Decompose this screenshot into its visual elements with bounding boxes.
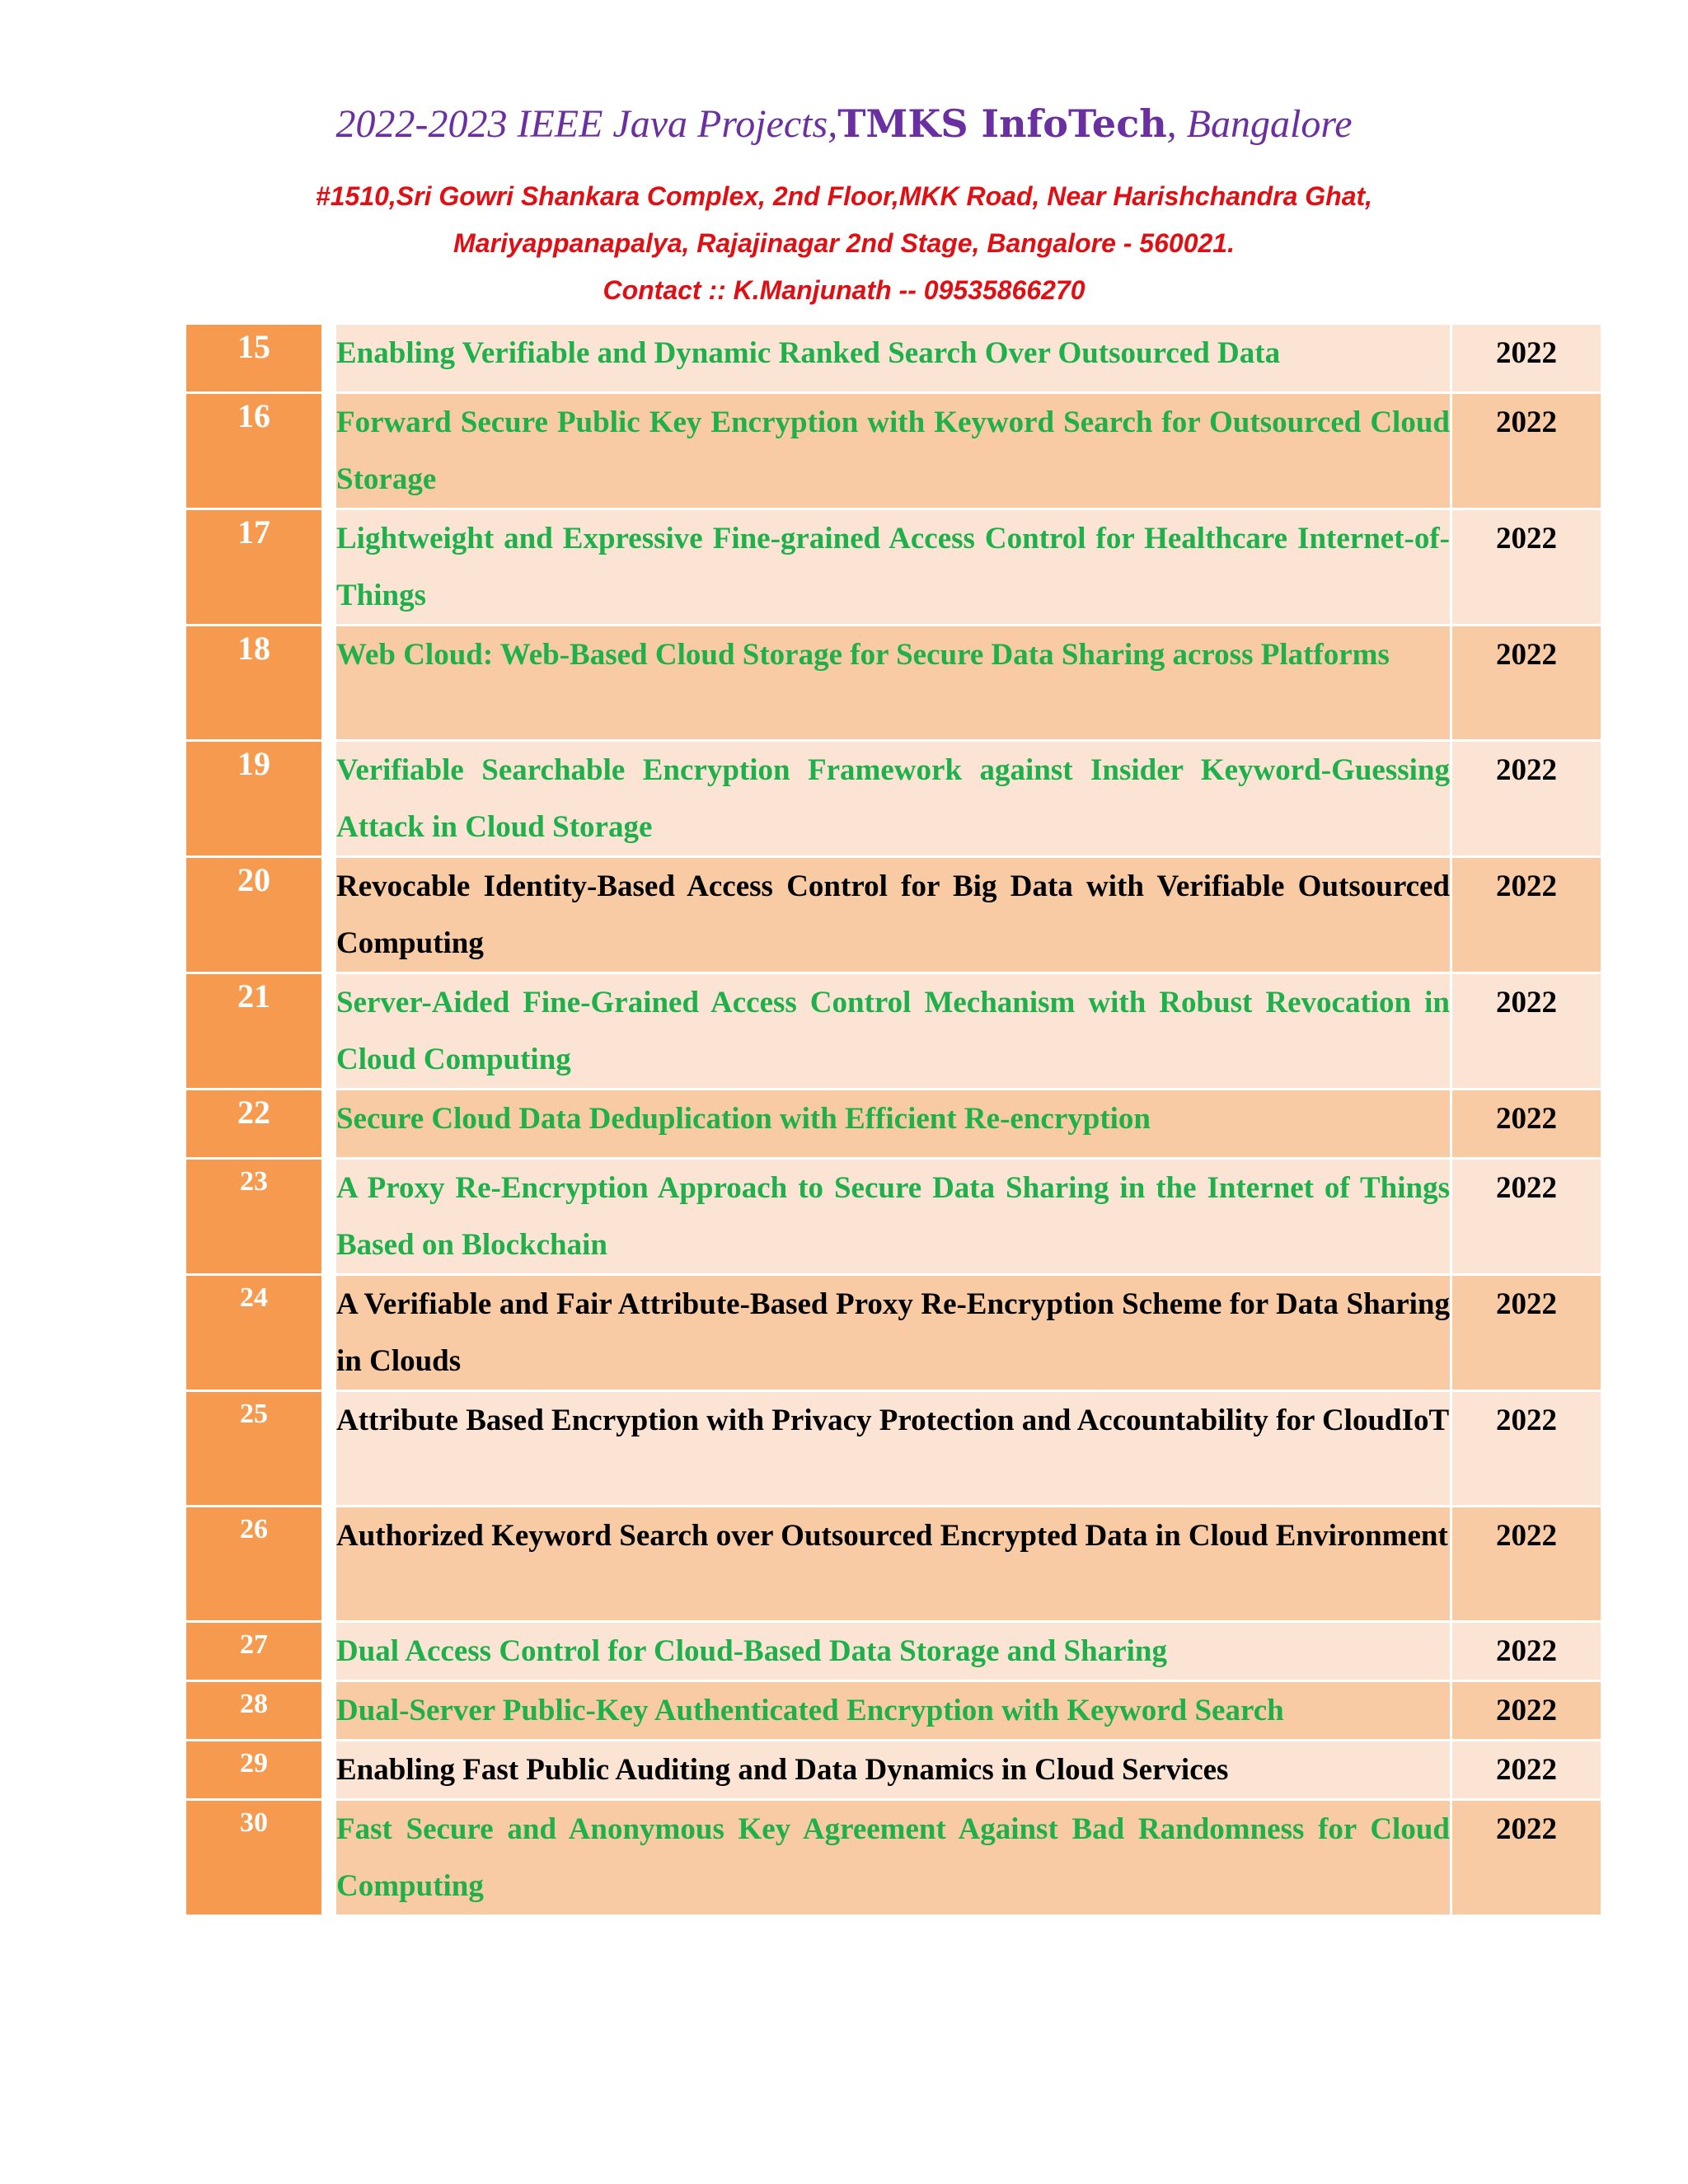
page-title (0, 95, 1688, 152)
column-divider (323, 1622, 335, 1681)
project-title: Lightweight and Expressive Fine-grained Access Control for Healthcare Internet-of-Things (335, 509, 1451, 626)
project-title: Enabling Fast Public Auditing and Data Dynamics in Cloud Services (335, 1741, 1451, 1800)
column-divider (323, 626, 335, 741)
project-title: Verifiable Searchable Encryption Framework against Insider Keyword-Guessing Attack in Cloud Storage (335, 741, 1451, 857)
column-divider (323, 973, 335, 1090)
project-number: 19 (185, 741, 323, 857)
project-year: 2022 (1451, 741, 1602, 857)
project-year: 2022 (1451, 1800, 1602, 1916)
contact-line: Contact :: K.Manjunath -- 09535866270 (603, 275, 1085, 305)
project-number: 22 (185, 1090, 323, 1159)
column-divider (323, 1800, 335, 1916)
project-title: Authorized Keyword Search over Outsourced Encrypted Data in Cloud Environment (335, 1507, 1451, 1622)
project-title: A Verifiable and Fair Attribute-Based Proxy Re-Encryption Scheme for Data Sharing in Clouds (335, 1275, 1451, 1391)
address-line-2: Mariyappanapalya, Rajajinagar 2nd Stage, Bangalore - 560021. (453, 228, 1235, 258)
page-header (0, 95, 1688, 314)
project-title: Forward Secure Public Key Encryption with Keyword Search for Outsourced Cloud Storage (335, 393, 1451, 509)
project-title: Dual-Server Public-Key Authenticated Encryption with Keyword Search (335, 1681, 1451, 1741)
project-number: 28 (185, 1681, 323, 1741)
table-row (185, 1622, 1602, 1681)
project-number: 23 (185, 1159, 323, 1275)
project-title: Server-Aided Fine-Grained Access Control Mechanism with Robust Revocation in Cloud Computing (335, 973, 1451, 1090)
column-divider (323, 1741, 335, 1800)
title-city: , Bangalore (1166, 102, 1353, 146)
project-title: Revocable Identity-Based Access Control for Big Data with Verifiable Outsourced Computing (335, 857, 1451, 973)
project-number: 30 (185, 1800, 323, 1916)
project-year: 2022 (1451, 857, 1602, 973)
column-divider (323, 1159, 335, 1275)
project-year: 2022 (1451, 509, 1602, 626)
table-row (185, 741, 1602, 857)
table-row (185, 857, 1602, 973)
table-row (185, 1275, 1602, 1391)
project-year: 2022 (1451, 393, 1602, 509)
table-row (185, 973, 1602, 1090)
column-divider (323, 509, 335, 626)
project-number: 27 (185, 1622, 323, 1681)
table-row (185, 393, 1602, 509)
title-company: TMKS InfoTech (837, 101, 1167, 146)
project-title: Dual Access Control for Cloud-Based Data Storage and Sharing (335, 1622, 1451, 1681)
table-row (185, 509, 1602, 626)
project-number: 21 (185, 973, 323, 1090)
project-number: 16 (185, 393, 323, 509)
table-row (185, 626, 1602, 741)
projects-table (184, 322, 1603, 1917)
table-row (185, 324, 1602, 393)
column-divider (323, 1391, 335, 1507)
project-title: Web Cloud: Web-Based Cloud Storage for Secure Data Sharing across Platforms (335, 626, 1451, 741)
project-title: Enabling Verifiable and Dynamic Ranked Search Over Outsourced Data (335, 324, 1451, 393)
table-row (185, 1681, 1602, 1741)
project-year: 2022 (1451, 1681, 1602, 1741)
project-year: 2022 (1451, 1741, 1602, 1800)
project-year: 2022 (1451, 626, 1602, 741)
project-year: 2022 (1451, 1090, 1602, 1159)
project-year: 2022 (1451, 1622, 1602, 1681)
column-divider (323, 324, 335, 393)
project-number: 25 (185, 1391, 323, 1507)
title-projects: 2022-2023 IEEE Java Projects, (335, 102, 838, 146)
column-divider (323, 741, 335, 857)
project-number: 20 (185, 857, 323, 973)
column-divider (323, 857, 335, 973)
project-number: 26 (185, 1507, 323, 1622)
table-row (185, 1800, 1602, 1916)
table-row (185, 1159, 1602, 1275)
project-number: 15 (185, 324, 323, 393)
project-year: 2022 (1451, 1391, 1602, 1507)
project-year: 2022 (1451, 1159, 1602, 1275)
project-title: A Proxy Re-Encryption Approach to Secure Data Sharing in the Internet of Things Based on Blockchain (335, 1159, 1451, 1275)
project-title: Attribute Based Encryption with Privacy Protection and Accountability for CloudIoT (335, 1391, 1451, 1507)
column-divider (323, 1090, 335, 1159)
table-row (185, 1741, 1602, 1800)
project-year: 2022 (1451, 1275, 1602, 1391)
table-row (185, 1090, 1602, 1159)
column-divider (323, 393, 335, 509)
column-divider (323, 1275, 335, 1391)
project-year: 2022 (1451, 324, 1602, 393)
project-year: 2022 (1451, 973, 1602, 1090)
project-title: Secure Cloud Data Deduplication with Efficient Re-encryption (335, 1090, 1451, 1159)
project-year: 2022 (1451, 1507, 1602, 1622)
column-divider (323, 1507, 335, 1622)
project-number: 24 (185, 1275, 323, 1391)
address-line-1: #1510,Sri Gowri Shankara Complex, 2nd Floor,MKK Road, Near Harishchandra Ghat, (315, 181, 1373, 211)
table-row (185, 1507, 1602, 1622)
column-divider (323, 1681, 335, 1741)
table-row (185, 1391, 1602, 1507)
project-number: 29 (185, 1741, 323, 1800)
project-title: Fast Secure and Anonymous Key Agreement Against Bad Randomness for Cloud Computing (335, 1800, 1451, 1916)
project-number: 18 (185, 626, 323, 741)
project-number: 17 (185, 509, 323, 626)
